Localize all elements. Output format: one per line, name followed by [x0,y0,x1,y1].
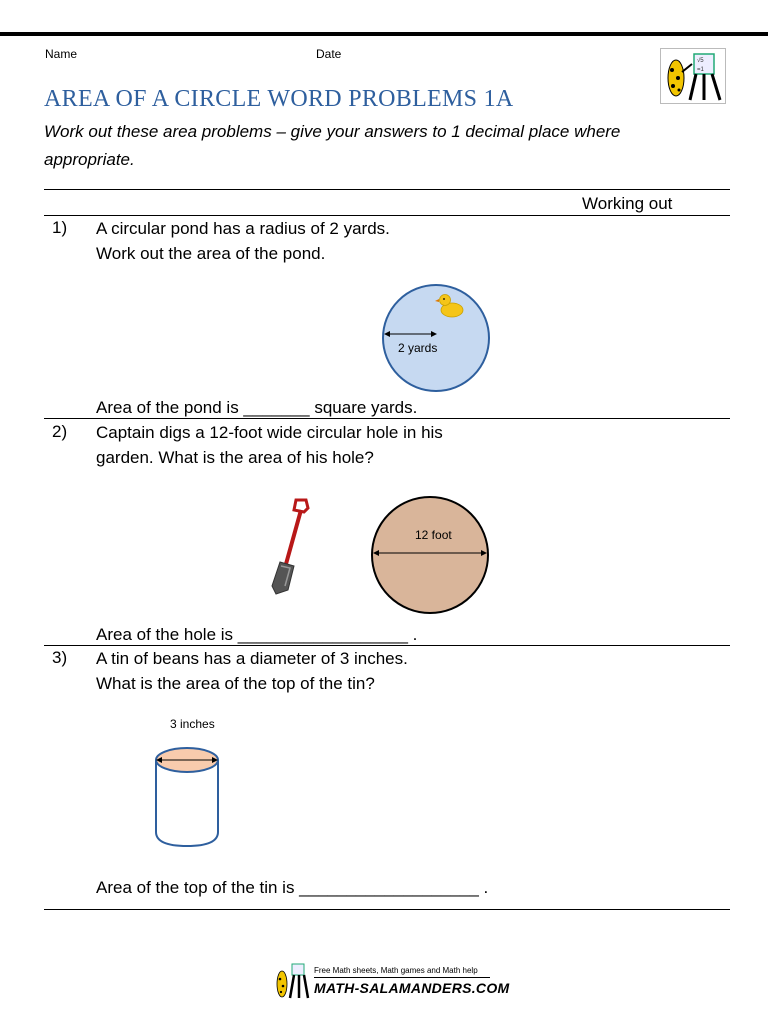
problem-3-text [96,646,408,696]
footer-brand: MATH-SALAMANDERS.COM [314,980,510,996]
page-title: AREA OF A CIRCLE WORD PROBLEMS 1A [44,86,514,112]
tin-diagram [150,738,224,850]
footer-tagline: Free Math sheets, Math games and Math help [314,966,478,975]
salamander-logo [660,48,726,104]
problem-1-line-1: A circular pond has a radius of 2 yards. [96,219,390,238]
footer-salamander-icon [272,962,312,1000]
problem-1-answer: Area of the pond is _______ square yards. [96,398,418,417]
svg-text:√5: √5 [697,58,704,64]
divider [44,189,730,190]
hole-diameter-label: 12 foot [415,528,452,542]
hole-diagram [366,494,494,616]
svg-text:=1: =1 [697,67,704,73]
footer-rule [314,977,490,978]
shovel-icon [266,496,314,598]
problem-3-line-1: A tin of beans has a diameter of 3 inches. [96,649,408,668]
problem-2-line-2: garden. What is the area of his hole? [96,448,374,467]
problem-3-answer: Area of the top of the tin is ___________________ . [96,878,489,897]
divider [44,418,730,419]
problem-1-number: 1) [52,218,68,237]
date-label: Date [316,47,342,61]
instructions [44,118,724,174]
problem-1-line-2: Work out the area of the pond. [96,244,326,263]
instructions-line-2: appropriate. [44,150,135,169]
problem-2-answer: Area of the hole is __________________ . [96,625,418,644]
divider [44,909,730,910]
problem-1-text [96,216,390,266]
problem-3-line-2: What is the area of the top of the tin? [96,674,375,693]
problem-3-number: 3) [52,648,68,667]
hole-circle [372,497,488,613]
problem-2-text [96,420,443,470]
pond-diagram [380,282,492,394]
working-out-label: Working out [582,194,673,213]
name-label: Name [45,47,78,61]
problem-2-number: 2) [52,422,68,441]
pond-radius-label: 2 yards [398,341,438,355]
footer-logo [272,962,510,1002]
top-border [0,32,768,36]
instructions-line-1: Work out these area problems – give your answers to 1 decimal place where [44,122,621,141]
problem-2-line-1: Captain digs a 12-foot wide circular hole in his [96,423,443,442]
tin-diameter-label: 3 inches [170,717,215,731]
